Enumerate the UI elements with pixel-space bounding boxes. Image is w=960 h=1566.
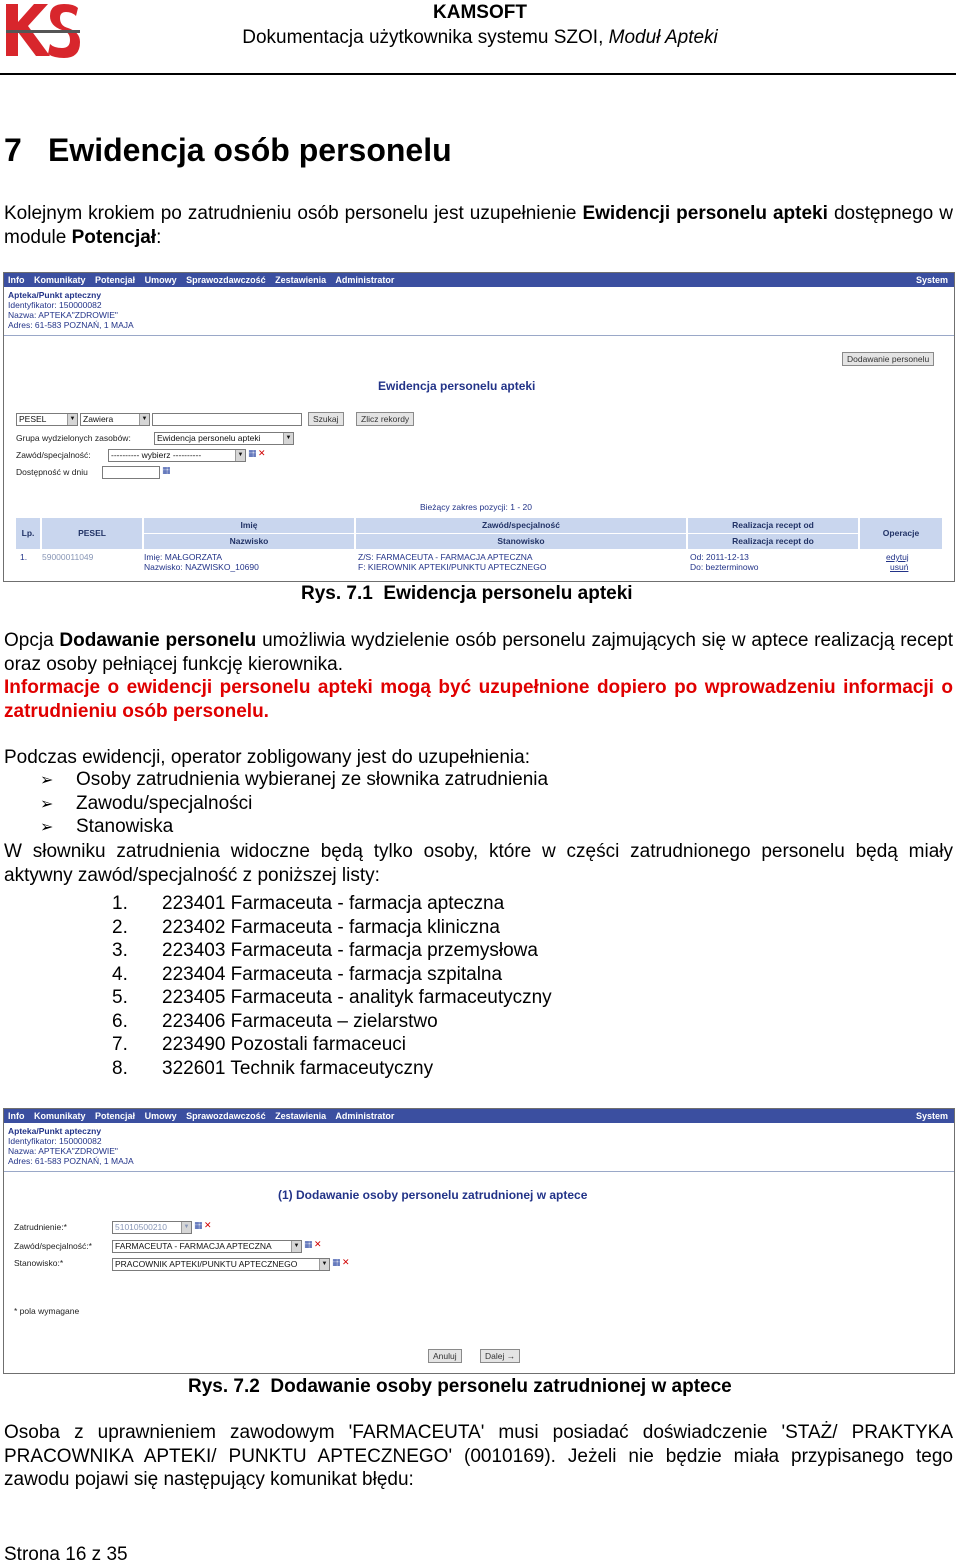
- list-item: 5. 223405 Farmaceuta - analityk farmaceutyczny: [112, 987, 552, 1008]
- group-label: Grupa wydzielonych zasobów:: [16, 433, 131, 443]
- menu-umowy[interactable]: Umowy: [144, 275, 177, 285]
- position-label: Stanowisko:*: [14, 1258, 64, 1268]
- company-name: KAMSOFT: [433, 2, 527, 23]
- filter-operator-select[interactable]: Zawiera ▼: [80, 413, 150, 426]
- menu-zestawienia[interactable]: Zestawienia: [275, 1111, 327, 1121]
- figure-caption-2: Rys. 7.2 Dodawanie osoby personelu zatrudnionej w aptece: [188, 1376, 732, 1397]
- app-menubar: [4, 1109, 954, 1123]
- bullet-item: ➢ Stanowiska: [40, 816, 174, 837]
- list-item: 6. 223406 Farmaceuta – zielarstwo: [112, 1010, 438, 1032]
- dictionary-icon[interactable]: ▦: [332, 1257, 341, 1267]
- screen-title: (1) Dodawanie osoby personelu zatrudnionej w aptece: [278, 1188, 588, 1202]
- profession-select[interactable]: ---------- wybierz ---------- ▼: [108, 449, 246, 462]
- menu-komunikaty[interactable]: Komunikaty: [34, 1111, 86, 1121]
- search-input[interactable]: [152, 413, 302, 426]
- clear-icon[interactable]: ✕: [314, 1239, 322, 1249]
- app-menubar: [4, 273, 954, 287]
- profession-select[interactable]: FARMACEUTA - FARMACJA APTECZNA ▼: [112, 1240, 302, 1253]
- menu-komunikaty[interactable]: Komunikaty: [34, 275, 86, 285]
- menu-potencjal[interactable]: Potencjał: [95, 275, 136, 285]
- intro-paragraph: Kolejnym krokiem po zatrudnieniu osób personelu jest uzupełnienie Ewidencji personelu apteki dostępnego w module Potencjał:: [4, 203, 954, 248]
- row-pesel: 59000011049: [42, 552, 94, 562]
- pharmacy-info: Apteka/Punkt apteczny Identyfikator: 150000082 Nazwa: APTEKA"ZDROWIE" Adres: 61-583 POZNAŃ, 1 MAJA: [4, 1123, 954, 1172]
- employment-select[interactable]: 51010500210 ▼: [112, 1221, 192, 1234]
- pharmacy-info: Apteka/Punkt apteczny Identyfikator: 150000082 Nazwa: APTEKA"ZDROWIE" Adres: 61-583 POZNAŃ, 1 MAJA: [4, 287, 954, 336]
- list-item: 2. 223402 Farmaceuta - farmacja kliniczna: [112, 916, 500, 938]
- col-nazwisko: Nazwisko: [144, 534, 354, 549]
- section-heading: 7 Ewidencja osób personelu: [4, 132, 452, 168]
- menu-umowy[interactable]: Umowy: [144, 1111, 177, 1121]
- dictionary-paragraph: W słowniku zatrudnienia widoczne będą tylko osoby, które w części zatrudnionego personelu będą miały aktywny zawód/specjalność z poniższej listy:: [4, 841, 953, 886]
- menu-info[interactable]: Info: [8, 1111, 25, 1121]
- requirement-paragraph: Osoba z uprawnieniem zawodowym 'FARMACEUTA' musi posiadać doświadczenie 'STAŻ/ PRAKTYKA PRACOWNIKA APTEKI/ PUNKTU APTECZNEGO' (0010169). Jeżeli nie będzie miała przypisanego tego zawodu pojawi się następujący komunikat błędu:: [4, 1422, 953, 1490]
- col-realizacja-do: Realizacja recept do: [688, 534, 858, 549]
- range-info: Bieżący zakres pozycji: 1 - 20: [420, 502, 532, 512]
- edit-link[interactable]: edytuj: [886, 552, 909, 562]
- profession-label: Zawód/specjalność:*: [14, 1241, 92, 1251]
- col-realizacja-od: Realizacja recept od: [688, 518, 858, 533]
- col-imie: Imię: [144, 518, 354, 533]
- delete-link[interactable]: usuń: [890, 562, 909, 572]
- row-lp: 1.: [20, 552, 28, 562]
- required-note: * pola wymagane: [14, 1306, 80, 1316]
- dictionary-icon[interactable]: ▦: [304, 1239, 313, 1249]
- calendar-icon[interactable]: ▦: [162, 465, 171, 475]
- dictionary-icon[interactable]: ▦: [194, 1220, 203, 1230]
- obligation-paragraph: Podczas ewidencji, operator zobligowany jest do uzupełnienia:: [4, 747, 530, 768]
- profession-list: [112, 892, 552, 1080]
- list-item: 8. 322601 Technik farmaceutyczny: [112, 1057, 434, 1079]
- row-zawod: Z/S: FARMACEUTA - FARMACJA APTECZNA: [358, 552, 533, 562]
- menu-potencjal[interactable]: Potencjał: [95, 1111, 136, 1121]
- list-item: 4. 223404 Farmaceuta - farmacja szpitalna: [112, 963, 503, 985]
- screenshot-add-personnel: [3, 1108, 955, 1374]
- header-divider: [0, 73, 956, 75]
- col-operacje: Operacje: [860, 518, 942, 549]
- col-stanowisko: Stanowisko: [356, 534, 686, 549]
- menu-sprawozdawczosc[interactable]: Sprawozdawczość: [186, 1111, 266, 1121]
- position-select[interactable]: PRACOWNIK APTEKI/PUNKTU APTECZNEGO ▼: [112, 1258, 330, 1271]
- document-title: Dokumentacja użytkownika systemu SZOI, Moduł Apteki: [242, 27, 718, 48]
- bullet-item: ➢ Zawodu/specjalności: [40, 793, 253, 814]
- list-item: 7. 223490 Pozostali farmaceuci: [112, 1034, 406, 1055]
- menu-system[interactable]: System: [915, 275, 948, 285]
- menu-info[interactable]: Info: [8, 275, 25, 285]
- search-button[interactable]: Szukaj: [308, 412, 344, 426]
- count-records-button[interactable]: Zlicz rekordy: [356, 412, 414, 426]
- clear-icon[interactable]: ✕: [204, 1220, 212, 1230]
- col-zawod: Zawód/specjalność: [356, 518, 686, 533]
- menu-zestawienia[interactable]: Zestawienia: [275, 275, 327, 285]
- list-item: 1. 223401 Farmaceuta - farmacja apteczna: [112, 893, 505, 914]
- bullet-item: ➢ Osoby zatrudnienia wybieranej ze słownika zatrudnienia: [40, 769, 549, 790]
- row-nazwisko: Nazwisko: NAZWISKO_10690: [144, 562, 259, 572]
- screen-title: Ewidencja personelu apteki: [378, 379, 536, 393]
- clear-icon[interactable]: ✕: [342, 1257, 350, 1267]
- menu-system[interactable]: System: [915, 1111, 948, 1121]
- page-number: Strona 16 z 35: [4, 1544, 128, 1565]
- clear-icon[interactable]: ✕: [258, 448, 266, 458]
- group-select[interactable]: Ewidencja personelu apteki ▼: [154, 432, 294, 445]
- row-od: Od: 2011-12-13: [690, 552, 749, 562]
- menu-administrator[interactable]: Administrator: [335, 275, 395, 285]
- next-button[interactable]: Dalej →: [480, 1349, 520, 1363]
- option-paragraph: Opcja Dodawanie personelu umożliwia wydzielenie osób personelu zajmujących się w aptece realizacją recept oraz osoby pełniącej funkcję kierownika. Informacje o ewidencji personelu apteki mogą być uzupełnione dopiero po wprowadzeniu informacji o zatrudnieniu osób personelu.: [4, 630, 953, 722]
- row-stanowisko: F: KIEROWNIK APTEKI/PUNKTU APTECZNEGO: [358, 562, 547, 572]
- profession-label: Zawód/specjalność:: [16, 450, 91, 460]
- availability-date-input[interactable]: [102, 466, 160, 479]
- dictionary-icon[interactable]: ▦: [248, 448, 257, 458]
- add-personnel-button[interactable]: Dodawanie personelu: [842, 352, 934, 366]
- employment-label: Zatrudnienie:*: [14, 1222, 67, 1232]
- row-imie: Imię: MAŁGORZATA: [144, 552, 223, 562]
- menu-administrator[interactable]: Administrator: [335, 1111, 395, 1121]
- screenshot-personnel-register: [3, 272, 955, 582]
- filter-field-select[interactable]: PESEL ▼: [16, 413, 78, 426]
- availability-label: Dostępność w dniu: [16, 467, 88, 477]
- row-do: Do: bezterminowo: [690, 562, 759, 572]
- cancel-button[interactable]: Anuluj: [428, 1349, 462, 1363]
- menu-sprawozdawczosc[interactable]: Sprawozdawczość: [186, 275, 266, 285]
- list-item: 3. 223403 Farmaceuta - farmacja przemysłowa: [112, 940, 538, 961]
- figure-caption-1: Rys. 7.1 Ewidencja personelu apteki: [301, 583, 633, 604]
- col-pesel: PESEL: [42, 518, 142, 549]
- col-lp: Lp.: [16, 518, 40, 549]
